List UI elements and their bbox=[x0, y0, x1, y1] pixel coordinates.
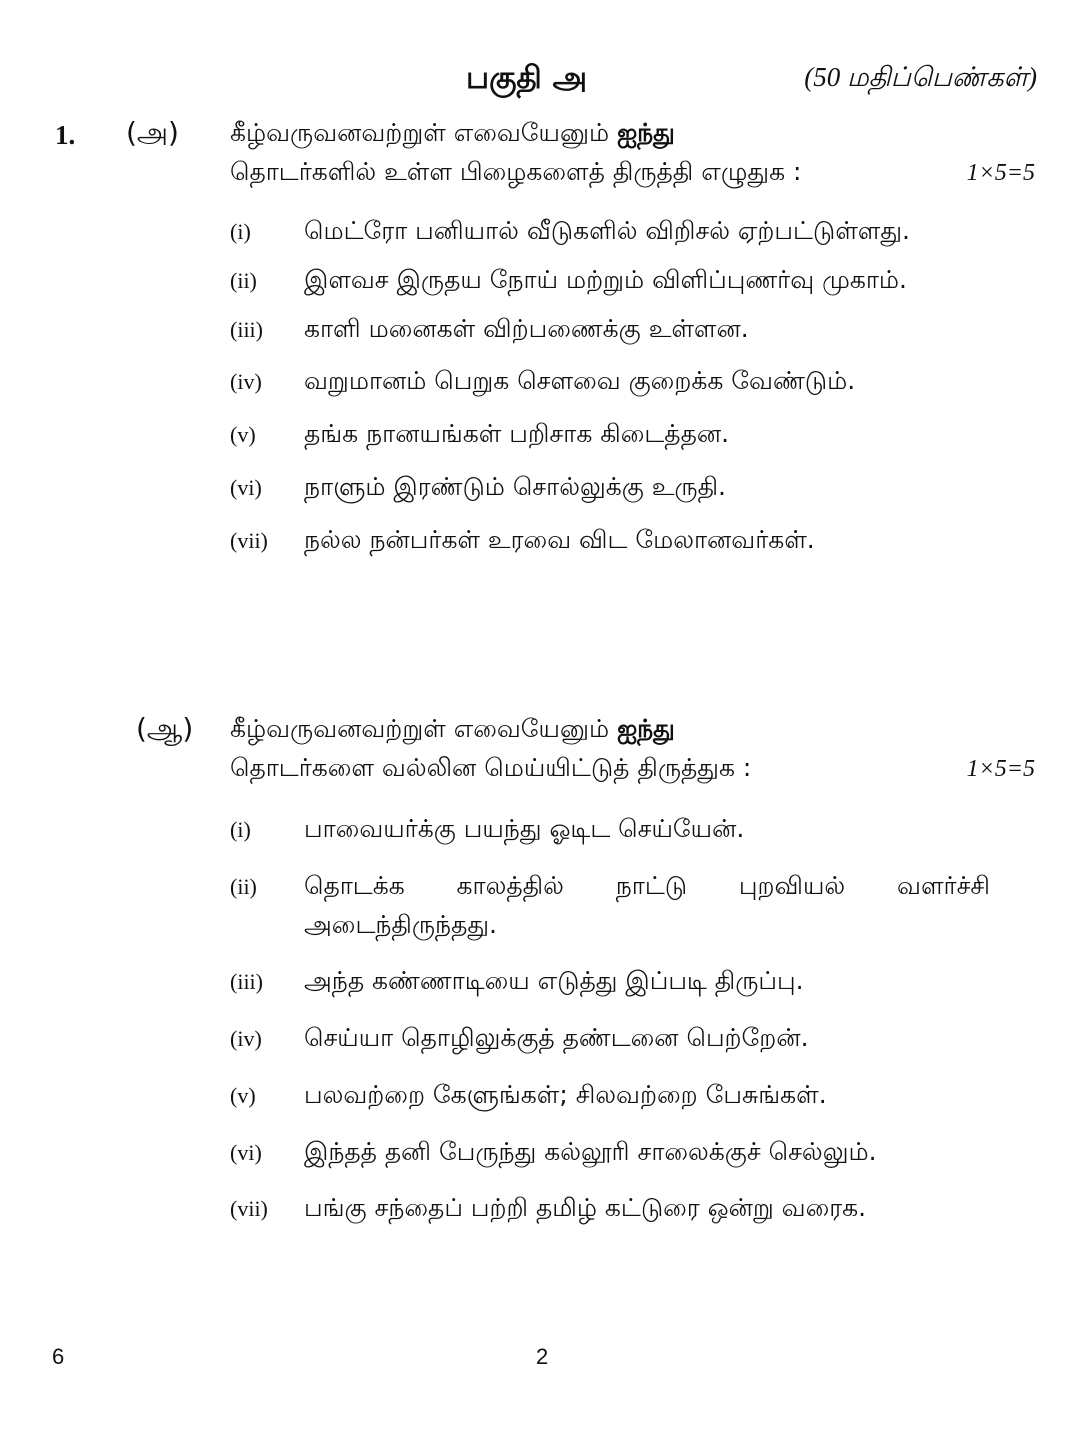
instruction-text: கீழ்வருவனவற்றுள் எவையேனும் bbox=[230, 714, 618, 743]
item-number: (v) bbox=[230, 1082, 256, 1108]
list-item bbox=[230, 810, 990, 849]
item-text: வறுமானம் பெறுக செளவை குறைக்க வேண்டும். bbox=[304, 366, 856, 396]
part-b-items bbox=[230, 810, 990, 1228]
page-number: 2 bbox=[536, 1344, 549, 1369]
footer-code: 6 bbox=[52, 1344, 65, 1369]
item-text: மெட்ரோ பனியால் வீடுகளில் விறிசல் ஏற்பட்டுள்ளது. bbox=[304, 216, 910, 245]
item-number: (i) bbox=[230, 817, 251, 842]
item-number: (vi) bbox=[230, 1139, 262, 1165]
item-text: தொடக்க காலத்தில் நாட்டு புறவியல் வளர்ச்சி அடைந்திருந்தது. bbox=[304, 870, 990, 939]
question-number: 1. bbox=[55, 120, 76, 150]
item-text: இந்தத் தனி பேருந்து கல்லூரி சாலைக்குச் செல்லும். bbox=[304, 1136, 877, 1166]
part-b-label: (ஆ) bbox=[136, 712, 194, 745]
item-number: (vii) bbox=[230, 1196, 268, 1222]
item-text: பங்கு சந்தைப் பற்றி தமிழ் கட்டுரை ஒன்று வரைக. bbox=[304, 1193, 867, 1223]
item-number: (iii) bbox=[230, 969, 263, 995]
item-number: (ii) bbox=[230, 873, 257, 899]
item-text: செய்யா தொழிலுக்குத் தண்டனை பெற்றேன். bbox=[304, 1023, 809, 1052]
instruction-line-1 bbox=[230, 710, 1035, 749]
item-number: (ii) bbox=[230, 267, 257, 293]
section-marks: (50 மதிப்பெண்கள்) bbox=[804, 62, 1037, 92]
item-number: (iii) bbox=[230, 316, 263, 342]
list-item bbox=[230, 468, 990, 507]
instruction-text: தொடர்களை வல்லின மெய்யிட்டுத் திருத்துக : bbox=[230, 752, 752, 782]
list-item bbox=[230, 310, 990, 349]
instruction-text: கீழ்வருவனவற்றுள் எவையேனும் bbox=[230, 118, 618, 147]
item-text: பாவையர்க்கு பயந்து ஓடிட செய்யேன். bbox=[304, 814, 745, 843]
list-item bbox=[230, 261, 990, 300]
item-text: பலவற்றை கேளுங்கள்; சிலவற்றை பேசுங்கள். bbox=[304, 1079, 827, 1109]
list-item bbox=[230, 1133, 990, 1172]
instruction-line-1 bbox=[230, 114, 1035, 153]
item-number: (vi) bbox=[230, 474, 262, 500]
instruction-line-2 bbox=[230, 153, 1035, 192]
item-number: (i) bbox=[230, 219, 251, 244]
list-item bbox=[230, 362, 990, 401]
instruction-line-2 bbox=[230, 749, 1035, 788]
part-a-label: (அ) bbox=[126, 116, 179, 149]
instruction-text: தொடர்களில் உள்ள பிழைகளைத் திருத்தி எழுதுக : bbox=[230, 156, 802, 186]
part-b-marks: 1×5=5 bbox=[966, 755, 1035, 782]
instruction-bold-word: ஐந்து bbox=[617, 714, 675, 743]
item-number: (v) bbox=[230, 422, 256, 447]
item-number: (vii) bbox=[230, 527, 268, 553]
item-number: (iv) bbox=[230, 1026, 262, 1051]
part-a-items bbox=[230, 212, 990, 559]
part-b-instruction bbox=[230, 710, 1035, 788]
list-item bbox=[230, 1019, 990, 1058]
item-text: இளவச இருதய நோய் மற்றும் விளிப்புணர்வு முகாம். bbox=[304, 264, 907, 294]
section-title: பகுதி அ bbox=[466, 60, 588, 96]
item-text: காளி மனைகள் விற்பணைக்கு உள்ளன. bbox=[304, 313, 749, 343]
list-item bbox=[230, 521, 990, 560]
list-item bbox=[230, 415, 990, 454]
item-text: தங்க நானயங்கள் பறிசாக கிடைத்தன. bbox=[304, 419, 730, 448]
list-item bbox=[230, 867, 990, 945]
item-text: நல்ல நன்பர்கள் உரவை விட மேலானவர்கள். bbox=[304, 524, 815, 554]
item-text: அந்த கண்ணாடியை எடுத்து இப்படி திருப்பு. bbox=[304, 966, 804, 996]
list-item bbox=[230, 1189, 990, 1228]
list-item bbox=[230, 212, 990, 251]
list-item bbox=[230, 1076, 990, 1115]
item-number: (iv) bbox=[230, 369, 262, 395]
item-text: நாளும் இரண்டும் சொல்லுக்கு உருதி. bbox=[304, 471, 726, 501]
instruction-bold-word: ஐந்து bbox=[617, 118, 675, 147]
part-a-instruction bbox=[230, 114, 1035, 192]
part-a-marks: 1×5=5 bbox=[966, 159, 1035, 186]
list-item bbox=[230, 962, 990, 1001]
